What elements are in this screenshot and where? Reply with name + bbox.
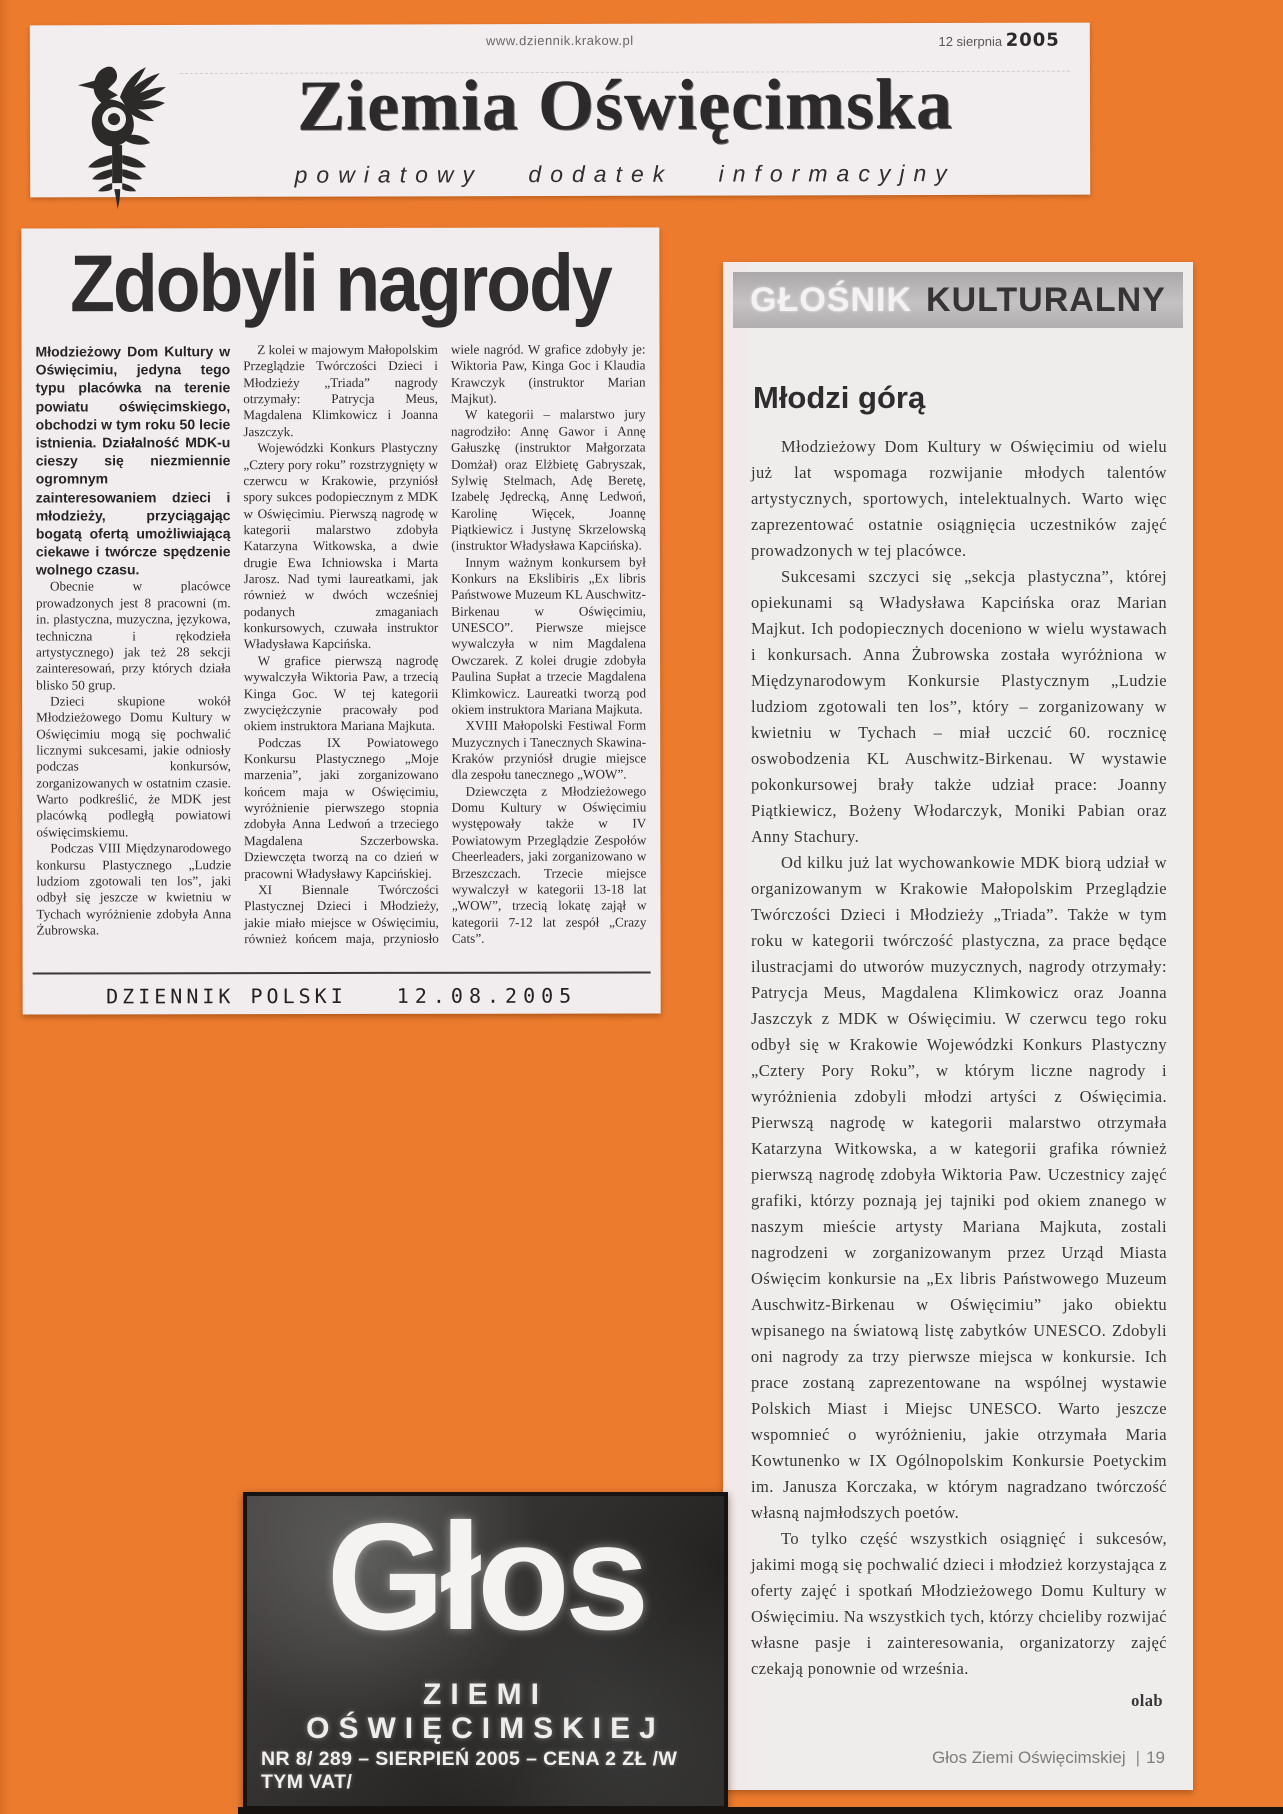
left-article-body: [36, 341, 647, 960]
left-article-paragraph: Z kolei w majowym Małopolskim Przeglądzie Twórczości Dzieci i Młodzieży „Triada” nagrody otrzymały: Patrycja Meus, Magdalena Klimkowicz i Joanna Jaszczyk.: [243, 341, 438, 439]
handwritten-date: 12.08.2005: [396, 983, 578, 1008]
left-article-paragraph: Obecnie w placówce prowadzonych jest 8 pracowni (m. in. plastyczna, muzyczna, językowa, techniczna i rękodzieła artystycznego) jak też 28 sekcji zainteresowań, przy których działa blisko 50 grup.: [35, 578, 231, 693]
right-article-body: [751, 434, 1167, 1714]
left-article-paragraph: XVIII Małopolski Festiwal Form Muzycznych i Tanecznych Skawina-Kraków przyniósł drugie miejsce dla zespołu tanecznego „WOW”.: [451, 717, 647, 783]
left-article-paragraph: Wojewódzki Konkurs Plastyczny „Cztery pory roku” rozstrzygnięty w czerwcu w Krakowie, przyniósł spory sukces podopiecznym z MDK w Oświęcimiu. Pierwszą nagrodę w kategorii malarstwo zdobyła Katarzyna Witkowska, a dwie drugie Ewa Ichniowska i Marta Jarosz. Nad tymi laureatkami, jak również w dwóch wcześniej podanych zmaganiach konkursowych, czuwała instruktor Władysława Kapcińska.: [243, 439, 439, 652]
left-article-paragraph: Dzieci skupione wokół Młodzieżowego Domu Kultury w Oświęcimiu mogą się pochwalić licznymi sukcesami, jakie odniosły podczas konkursów, zorganizowanych w ostatnim czasie. Warto podkreślić, że MDK jest placówką podległą powiatowi oświęcimskiemu.: [36, 693, 232, 840]
right-article-paragraph: To tylko część wszystkich osiągnięć i sukcesów, jakimi mogą się pochwalić dzieci i młodzież korzystająca z oferty zajęć i spotkań Młodzieżowego Domu Kultury w Oświęcimiu. Na wszystkich tych, którzy chcieliby rozwijać własne pasje i zainteresowania, organizatorzy zajęć czekają ponownie od września.: [751, 1529, 1167, 1678]
scan-edge-left: [0, 0, 10, 1814]
scan-edge-bottom: [238, 1807, 1283, 1814]
left-article-paragraph: XI Biennale Twórczości Plastycznej Dzieci i Młodzieży, jakie miało miejsce w Oświęcimiu, również końcem maja, przyniosło wiele nagród. W grafice zdobyły je: Wiktoria Paw, Kinga Goc i Klaudia Krawczyk (instruktor Marian Majkut).: [244, 341, 646, 947]
left-article-paragraph: W kategorii – malarstwo jury nagrodziło: Annę Gawor i Annę Gałuszkę (instruktor Małgorzata Domżał) oraz Elżbietę Gabryszak, Sylwię Stelmach, Adę Beretę, Izabelę Jędrecką, Annę Ledwoń, Karolinę Więcek, Joannę Piątkiewicz i Justynę Skrzelowską (instruktor Władysława Kapcińska).: [450, 406, 646, 554]
eagle-crest-icon: [72, 63, 168, 213]
glos-logo-title: Głos: [326, 1492, 645, 1662]
handwritten-annotation: [23, 983, 661, 1008]
masthead-clipping: [30, 23, 1090, 198]
issue-date: [938, 30, 1059, 51]
masthead-title: Ziemia Oświęcimska: [296, 63, 954, 146]
left-article-paragraph: Dziewczęta z Młodzieżowego Domu Kultury w Oświęcimiu występowały także w IV Powiatowym Przeglądzie Zespołów Cheerleaders, jaki zorganizowano w Brzeszczach. Trzecie miejsce wywalczył w kategorii 13-18 lat „WOW”, trzecią lokatę zajął w kategorii 7-12 lat zespół „Crazy Cats”.: [451, 783, 647, 946]
section-header-band: [733, 272, 1183, 328]
right-article-paragraph: Od kilku już lat wychowankowie MDK biorą udział w organizowanym w Krakowie Małopolskim Przeglądzie Twórczości Dzieci i Młodzieży „Triada”. Także w tym roku w kategorii twórczość plastyczna, za prace będące ilustracjami do utworów muzycznych, nagrody otrzymały: Patrycja Meus, Magdalena Klimkowicz oraz Joanna Jaszczyk z MDK w Oświęcimiu. W czerwcu tego roku odbył się w Krakowie Wojewódzki Konkurs Plastyczny „Cztery Pory Roku”, w którym liczne nagrody i wyróżnienia zdobyli młodzi artyści z Oświęcimia. Pierwszą nagrodę w kategorii malarstwo otrzymała Katarzyna Witkowska, a w kategorii grafika również pierwszą nagrodę zdobyła Wiktoria Paw. Uczestnicy zajęć grafiki, którzy poznają jej tajniki pod okiem znanego w naszym mieście artysty Mariana Majkuta, zostali nagrodzeni w zorganizowanym przez Urząd Miasta Oświęcim konkursie na „Ex libris Państwowego Muzeum Auschwitz-Birkenau w Oświęcimiu” jako obiektu wpisanego na światową listę zabytków UNESCO. Zdobyli oni nagrody za trzy pierwsze miejsca w konkursie. Ich prace zostaną zaprezentowane na wspólnej wystawie Polskich Miast i Miejsc UNESCO. Warto jeszcze wspomnieć o wyróżnieniu, jakie otrzymała Maria Kowtunenko w IX Ogólnopolskim Konkursie Poetyckim im. Janusza Korczaka, w którym nagradzano twórczość własną najmłodszych poetów.: [751, 853, 1167, 1522]
page-footer: [932, 1748, 1165, 1768]
glos-logo-clipping: [243, 1492, 728, 1810]
right-article-paragraph: Sukcesami szczyci się „sekcja plastyczna”, której opiekunami są Władysława Kapcińska oraz Marian Majkut. Ich podopiecznych doceniono w wielu wystawach i konkursach. Anna Żubrowska została wyróżniona w Międzynarodowym Konkursie Plastycznym „Ludzie ludziom zgotowali ten los”, który – zorganizowany w kwietniu w Tychach – miał uczcić 60. rocznicę oswobodzenia KL Auschwitz-Birkenau. W wystawie pokonkursowej brały także udział prace: Joanny Piątkiewicz, Bożeny Włodarczyk, Moniki Pabian oraz Anny Stachury.: [751, 567, 1167, 846]
left-article-clipping: [21, 227, 660, 1014]
left-article-paragraph: Podczas VIII Międzynarodowego konkursu Plastycznego „Ludzie ludziom zgotowali ten los”, jaki odbył się jeszcze w kwietniu w Tychach wyróżnienie zdobyła Anna Żubrowska.: [36, 840, 232, 938]
newspaper-url: www.dziennik.krakow.pl: [486, 32, 634, 49]
right-article-clipping: [723, 262, 1193, 1790]
left-article-paragraph: Podczas IX Powiatowego Konkursu Plastycznego „Moje marzenia”, jaki zorganizowano końcem maja w Oświęcimiu, wyróżnienie pierwszego stopnia zdobyła Anna Ledwoń a trzeciego Magdalena Szczerbowska. Dziewczęta tworzą na co dzień w pracowni Władysławy Kapcińskiej.: [243, 734, 439, 881]
glos-logo-subtitle: ZIEMI OŚWIĘCIMSKIEJ: [306, 1678, 665, 1745]
footer-page-number: 19: [1146, 1748, 1165, 1767]
issue-date-text: 12 sierpnia: [938, 33, 1003, 50]
handwritten-source: DZIENNIK POLSKI: [106, 983, 347, 1009]
section-word-glosnik: GŁOŚNIK: [750, 280, 913, 319]
footer-separator: |: [1135, 1748, 1141, 1767]
left-article-lead: Młodzieżowy Dom Kultury w Oświęcimiu, jedyna tego typu placówka na terenie powiatu oświęcimskiego, obchodzi w tym roku 50 lecie istnienia. Działalność MDK-u cieszy się niezmiennie ogromnym zainteresowaniem dzieci i młodzieży, przyciągając bogatą ofertą umożliwiającą ciekawe i twórcze spędzenie wolnego czasu.: [35, 343, 231, 578]
author-signature: olab: [1131, 1691, 1163, 1710]
left-article-paragraph: Innym ważnym konkursem był Konkurs na Ekslibiris „Ex libris Państwowe Muzeum KL Auschwitz-Birkenau w Oświęcimiu, UNESCO”. Pierwsze miejsce wywalczyła w nim Magdalena Owczarek. Z kolei drugie zdobyła Paulina Supłat a trzecie Magdalena Klimkowicz. Laureatki tworzą pod okiem instruktora Mariana Majkuta.: [451, 554, 647, 717]
right-article-paragraph: Młodzieżowy Dom Kultury w Oświęcimiu od wielu już lat wspomaga rozwijanie młodych talentów artystycznych, sportowych, intelektualnych. Warto więc zaprezentować ostatnie osiągnięcia uczestników zajęć prowadzonych w tej placówce.: [751, 437, 1167, 560]
issue-date-year: 2005: [1005, 29, 1060, 51]
left-article-headline: Zdobyli nagrody: [70, 238, 611, 330]
left-article-paragraph: W grafice pierwszą nagrodę wywalczyła Wiktoria Paw, a trzecią Kinga Goc. W tej kategorii zwyciężczynie pracowały pod okiem instruktora Mariana Majkuta.: [243, 652, 439, 734]
masthead-subtitle: powiatowy dodatek informacyjny: [294, 159, 956, 188]
right-article-title: Młodzi górą: [753, 380, 926, 415]
footer-publication-title: Głos Ziemi Oświęcimskiej: [932, 1748, 1126, 1767]
clipping-bottom-rule: [33, 971, 651, 974]
glos-logo-issue-line: NR 8/ 289 – SIERPIEŃ 2005 – CENA 2 ZŁ /W TYM VAT/: [261, 1748, 678, 1793]
section-word-kulturalny: KULTURALNY: [926, 280, 1166, 319]
